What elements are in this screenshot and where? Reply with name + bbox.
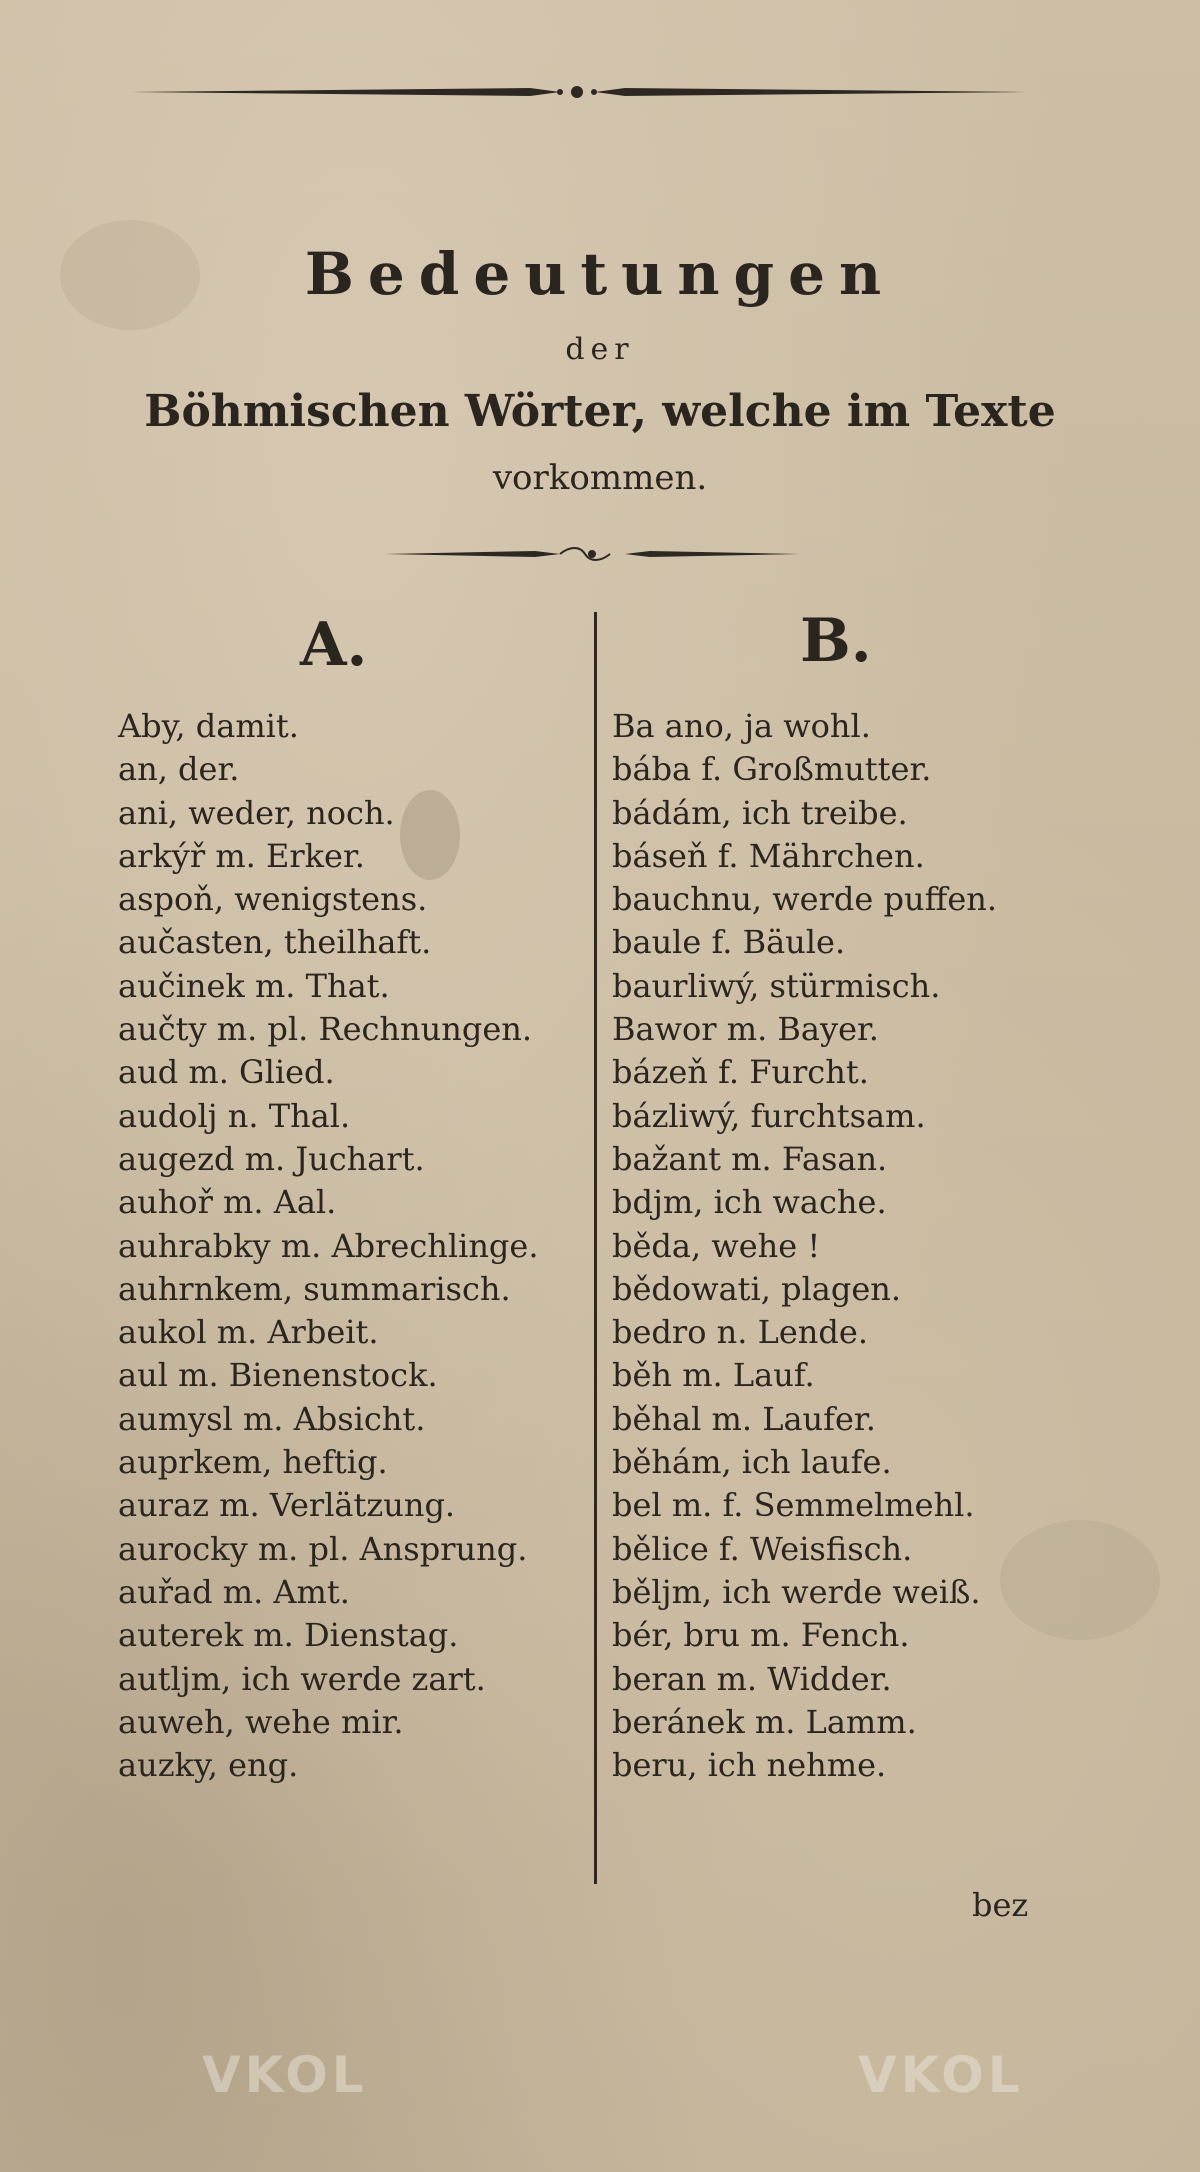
glossary-entry: autljm, ich werde zart. (118, 1659, 486, 1698)
column-divider (594, 612, 597, 1884)
glossary-column-b (612, 705, 997, 1787)
glossary-entry: arkýř m. Erker. (118, 836, 365, 875)
paper-stain (1000, 1520, 1160, 1640)
glossary-entry: audolj n. Thal. (118, 1096, 351, 1135)
page-title: Bedeutungen (304, 240, 896, 308)
glossary-entry: beran m. Widder. (612, 1659, 892, 1698)
glossary-entry: bázeň f. Furcht. (612, 1053, 869, 1092)
glossary-entry: běda, wehe ! (612, 1226, 821, 1265)
library-watermark: VKOL (858, 2046, 1024, 2104)
glossary-entry: bába f. Großmutter. (612, 750, 932, 789)
glossary-column-a (118, 705, 539, 1787)
glossary-entry: běljm, ich werde weiß. (612, 1572, 981, 1611)
glossary-entry: an, der. (118, 750, 240, 789)
glossary-entry: bádám, ich treibe. (612, 793, 908, 832)
glossary-entry: auhrabky m. Abrechlinge. (118, 1226, 539, 1265)
glossary-entry: ani, weder, noch. (118, 793, 395, 832)
glossary-entry: báseň f. Mährchen. (612, 836, 925, 875)
glossary-entry: bér, bru m. Fench. (612, 1616, 910, 1655)
mid-ornament-rule (385, 544, 800, 564)
glossary-entry: běh m. Lauf. (612, 1356, 815, 1395)
glossary-entry: auhoř m. Aal. (118, 1183, 337, 1222)
glossary-entry: aumysl m. Absicht. (118, 1399, 426, 1438)
glossary-entry: auřad m. Amt. (118, 1572, 350, 1611)
glossary-entry: Bawor m. Bayer. (612, 1010, 879, 1049)
page-subtitle: Böhmischen Wörter, welche im Texte (144, 386, 1056, 437)
glossary-entry: auterek m. Dienstag. (118, 1616, 459, 1655)
glossary-entry: aučasten, theilhaft. (118, 923, 432, 962)
glossary-entry: běhal m. Laufer. (612, 1399, 876, 1438)
glossary-entry: baule f. Bäule. (612, 923, 846, 962)
glossary-entry: bědowati, plagen. (612, 1269, 902, 1308)
glossary-entry: bdjm, ich wache. (612, 1183, 887, 1222)
glossary-entry: auprkem, heftig. (118, 1443, 388, 1482)
glossary-entry: aspoň, wenigstens. (118, 880, 428, 919)
glossary-entry: aučinek m. That. (118, 966, 390, 1005)
glossary-entry: beru, ich nehme. (612, 1746, 887, 1785)
glossary-entry: augezd m. Juchart. (118, 1139, 425, 1178)
glossary-entry: aučty m. pl. Rechnungen. (118, 1010, 533, 1049)
top-ornament-rule (130, 82, 1025, 102)
glossary-entry: aukol m. Arbeit. (118, 1313, 379, 1352)
title-der: der (565, 332, 635, 367)
column-heading-b: B. (800, 606, 872, 676)
glossary-entry: auweh, wehe mir. (118, 1702, 404, 1741)
glossary-entry: beránek m. Lamm. (612, 1702, 917, 1741)
glossary-entry: Ba ano, ja wohl. (612, 707, 871, 745)
glossary-entry: běhám, ich laufe. (612, 1443, 892, 1482)
glossary-entry: bělice f. Weisfisch. (612, 1529, 913, 1568)
glossary-entry: bažant m. Fasan. (612, 1139, 888, 1178)
glossary-entry: auhrnkem, summarisch. (118, 1269, 511, 1308)
glossary-entry: bedro n. Lende. (612, 1313, 868, 1352)
column-heading-a: A. (300, 610, 368, 680)
glossary-entry: auraz m. Verlätzung. (118, 1486, 456, 1525)
glossary-entry: baurliwý, stürmisch. (612, 966, 941, 1005)
library-watermark: VKOL (202, 2046, 368, 2104)
glossary-entry: aul m. Bienenstock. (118, 1356, 438, 1395)
page-subtitle-end: vorkommen. (492, 458, 708, 498)
glossary-entry: bázliwý, furchtsam. (612, 1096, 926, 1135)
glossary-entry: auzky, eng. (118, 1746, 299, 1785)
glossary-entry: bel m. f. Semmelmehl. (612, 1486, 975, 1525)
glossary-entry: aud m. Glied. (118, 1053, 335, 1092)
catchword: bez (972, 1886, 1029, 1924)
glossary-entry: aurocky m. pl. Ansprung. (118, 1529, 528, 1568)
glossary-entry: Aby, damit. (118, 707, 299, 745)
glossary-entry: bauchnu, werde puffen. (612, 880, 998, 919)
